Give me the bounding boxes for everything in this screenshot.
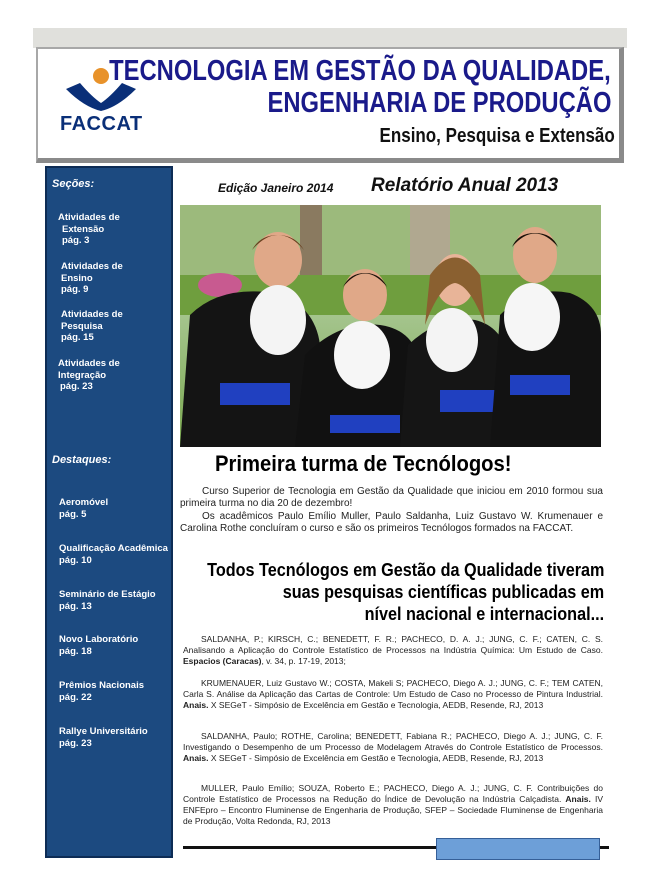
top-bar (33, 28, 627, 48)
masthead (36, 47, 624, 163)
section-label: Ensino (61, 272, 93, 284)
section-label: Atividades de (58, 358, 120, 369)
reference-3 (183, 731, 603, 764)
paragraph-2: Os acadêmicos Paulo Emílio Muller, Paulo Saldanha, Luiz Gustavo W. Krumenauer e Carolina Rothe concluíram o curso e são os primeiros Tecnólogos formados na FACCAT. (180, 511, 603, 534)
reference-text: , v. 34, p. 17-19, 2013; (261, 656, 346, 666)
highlights-heading: Destaques: (52, 454, 112, 466)
masthead-subtitle: Ensino, Pesquisa e Extensão (379, 125, 615, 147)
section-label: Atividades de (58, 212, 120, 223)
logo-text: FACCAT (60, 113, 143, 135)
reference-bold: Anais. (565, 794, 591, 804)
report-title: Relatório Anual 2013 (371, 175, 559, 196)
graduates-photo (180, 205, 601, 447)
subheadline-line1: Todos Tecnólogos em Gestão da Qualidade tiveram (206, 560, 604, 580)
highlight-label: Aeromóvel (59, 497, 109, 508)
reference-bold: Anais. (183, 753, 209, 763)
highlight-link-aeromovel[interactable] (59, 497, 108, 520)
section-label: Atividades de (61, 261, 123, 272)
section-page: pág. 9 (61, 284, 89, 295)
highlight-link-rallye[interactable] (59, 726, 148, 749)
highlight-page: pág. 18 (59, 645, 92, 657)
reference-text: X SEGeT - Simpósio de Excelência em Gestão e Tecnologia, AEDB, Resende, RJ, 2013 (208, 753, 544, 763)
reference-bold: Anais. (183, 700, 209, 710)
highlight-page: pág. 23 (59, 737, 92, 749)
reference-2 (183, 678, 603, 711)
highlight-label: Qualificação Acadêmica (59, 543, 168, 554)
highlight-page: pág. 13 (59, 600, 92, 612)
reference-text: X SEGeT - Simpósio de Excelência em Gestão e Tecnologia, AEDB, Resende, RJ, 2013 (208, 700, 544, 710)
reference-text: IV ENFEpro – Encontro Fluminense de Engenharia de Produção, SFEP – Sociedade Fluminense de Engenharia de Produção, Volta Redonda, RJ, 2013 (183, 794, 603, 826)
section-link-extensao[interactable] (58, 212, 120, 247)
section-link-ensino[interactable] (61, 261, 123, 296)
reference-text: SALDANHA, P.; KIRSCH, C.; BENEDETT, F. R.; PACHECO, D. A. J.; JUNG, C. F.; CATEN, C. S. Analisando a Aplicação do Controle Estatístico de Processos na Indústria Química: Um Estudo de Caso. (183, 634, 603, 655)
subheadline-line3: nível nacional e internacional... (364, 604, 604, 624)
highlight-label: Novo Laboratório (59, 634, 139, 645)
reference-text: MULLER, Paulo Emílio; SOUZA, Roberto E.; PACHECO, Diego A. J.; JUNG, C. F. Contribuições do Controle Estatístico de Processos na Redução do Índice de Devolução na Indústria Calçadista. (183, 783, 603, 804)
highlight-page: pág. 22 (59, 691, 92, 703)
section-link-integracao[interactable] (58, 358, 120, 393)
highlight-link-premios[interactable] (59, 680, 144, 703)
subheadline-line2: suas pesquisas científicas publicadas em (282, 582, 604, 602)
reference-4 (183, 783, 603, 827)
section-link-pesquisa[interactable] (61, 309, 123, 344)
highlight-link-laboratorio[interactable] (59, 634, 138, 657)
sections-heading: Seções: (52, 178, 95, 190)
paragraph-1: Curso Superior de Tecnologia em Gestão da Qualidade que iniciou em 2010 formou sua primeira turma no dia 20 de dezembro! (180, 486, 603, 509)
highlight-link-qualificacao[interactable] (59, 543, 168, 566)
reference-text: SALDANHA, Paulo; ROTHE, Carolina; BENEDETT, Fabiana R.; PACHECO, Diego A. J.; JUNG, C. F. Investigando o Desempenho de um Processo de Modelagem Através do Controle Estatístico de Processos. (183, 731, 603, 752)
section-label: Extensão (62, 223, 105, 235)
sidebar (45, 166, 173, 858)
masthead-title-line2: ENGENHARIA DE PRODUÇÃO (267, 87, 611, 119)
bottom-accent-box (436, 838, 600, 860)
section-page: pág. 15 (61, 332, 94, 343)
reference-1 (183, 634, 603, 667)
section-page: pág. 23 (60, 381, 93, 392)
section-label: Integração (58, 369, 107, 381)
masthead-title-line1: TECNOLOGIA EM GESTÃO DA QUALIDADE, (109, 55, 611, 87)
edition-label: Edição Janeiro 2014 (218, 181, 334, 195)
highlight-label: Seminário de Estágio (59, 589, 156, 600)
reference-text: KRUMENAUER, Luiz Gustavo W.; COSTA, Makeli S; PACHECO, Diego A. J.; JUNG, C. F.; TEM CATEN, Carla S. Análise da Aplicação das Cartas de Controle: Um Estudo de Caso no Processo de Pintura Industrial. (183, 678, 603, 699)
highlight-page: pág. 10 (59, 554, 92, 566)
section-page: pág. 3 (62, 235, 90, 246)
reference-bold: Espacios (Caracas) (183, 656, 262, 666)
highlight-label: Prêmios Nacionais (59, 680, 145, 691)
section-label: Pesquisa (61, 320, 103, 332)
headline: Primeira turma de Tecnólogos! (215, 451, 512, 476)
highlight-page: pág. 5 (59, 508, 87, 520)
section-label: Atividades de (61, 309, 123, 320)
highlight-link-seminario[interactable] (59, 589, 156, 612)
highlight-label: Rallye Universitário (59, 726, 148, 737)
